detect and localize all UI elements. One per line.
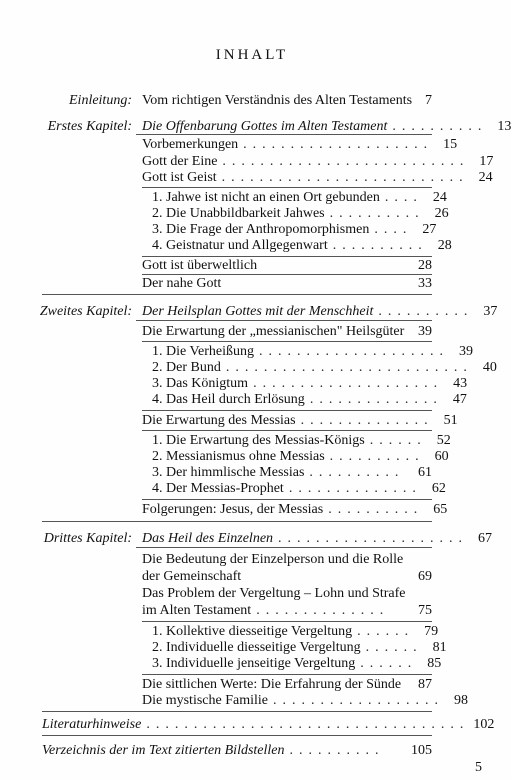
entry-page: 17 bbox=[479, 154, 494, 169]
entry-title: 1. Die Erwartung des Messias-Königs bbox=[152, 433, 365, 448]
toc-entry-bedeutung-line1[interactable] bbox=[142, 551, 432, 569]
entry-page: 105 bbox=[411, 743, 432, 758]
leader-dots: .......... bbox=[392, 119, 488, 134]
entry-page: 102 bbox=[473, 717, 495, 732]
entry-title: 1. Die Verheißung bbox=[152, 344, 254, 359]
divider bbox=[142, 674, 432, 675]
leader-dots: .......... bbox=[332, 238, 428, 253]
entry-page: 33 bbox=[418, 276, 432, 291]
entry-page: 27 bbox=[422, 222, 437, 237]
entry-page: 7 bbox=[425, 93, 433, 108]
entry-page: 85 bbox=[427, 656, 442, 671]
entry-page: 81 bbox=[432, 640, 447, 655]
leader-dots: .......... bbox=[329, 206, 425, 221]
leader-dots: .......................... bbox=[222, 154, 470, 169]
entry-page: 24 bbox=[432, 190, 447, 205]
divider bbox=[42, 735, 432, 736]
divider bbox=[142, 187, 432, 188]
entry-title: Gott ist Geist bbox=[142, 170, 217, 185]
toc-entry-einleitung[interactable] bbox=[142, 92, 432, 110]
entry-title: Die Offenbarung Gottes im Alten Testament bbox=[142, 119, 388, 134]
toc-entry-vorbemerkungen[interactable] bbox=[142, 136, 458, 154]
leader-dots: .......... bbox=[378, 304, 474, 319]
toc-entry-gott-ist-geist[interactable] bbox=[142, 169, 493, 187]
entry-page: 13 bbox=[497, 119, 511, 134]
leader-dots: .......... bbox=[309, 465, 405, 480]
entry-page: 61 bbox=[418, 465, 432, 480]
entry-page: 65 bbox=[433, 502, 448, 517]
entry-title: Das Heil des Einzelnen bbox=[142, 531, 274, 546]
entry-title: 3. Der himmlische Messias bbox=[152, 465, 305, 480]
divider bbox=[142, 621, 432, 622]
toc-entry-chapter-3[interactable] bbox=[142, 530, 493, 548]
leader-dots: ...... bbox=[369, 433, 427, 448]
divider bbox=[136, 320, 432, 321]
entry-title: 1. Jahwe ist nicht an einen Ort gebunden bbox=[152, 190, 380, 205]
divider bbox=[142, 430, 432, 431]
leader-dots: .......... bbox=[329, 449, 425, 464]
entry-page: 67 bbox=[478, 531, 493, 546]
chapter-2-label: Zweites Kapitel: bbox=[39, 304, 132, 319]
entry-page: 75 bbox=[418, 603, 432, 618]
toc-entry-messias-prophet[interactable] bbox=[152, 480, 446, 498]
leader-dots: .............. bbox=[300, 413, 434, 428]
leader-dots: .............. bbox=[309, 392, 443, 407]
toc-entry-geistnatur[interactable] bbox=[152, 237, 452, 255]
page-title: INHALT bbox=[215, 47, 289, 63]
leader-dots: .......................... bbox=[221, 170, 469, 185]
divider bbox=[42, 294, 432, 295]
entry-page: 39 bbox=[459, 344, 473, 359]
leader-dots: .... bbox=[374, 222, 413, 237]
leader-dots: .......... bbox=[328, 502, 424, 517]
toc-entry-ueberweltlich[interactable] bbox=[142, 257, 432, 275]
entry-title: Gott der Eine bbox=[142, 154, 218, 169]
entry-title: 4. Das Heil durch Erlösung bbox=[152, 392, 305, 407]
entry-title: 4. Geistnatur und Allgegenwart bbox=[152, 238, 328, 253]
entry-title: Die Bedeutung der Einzelperson und die Rolle bbox=[142, 552, 404, 567]
entry-title: 3. Die Frage der Anthropomorphismen bbox=[152, 222, 370, 237]
leader-dots: ...... bbox=[360, 656, 418, 671]
entry-page: 28 bbox=[418, 258, 432, 273]
entry-title: Literaturhinweise bbox=[42, 717, 142, 732]
entry-title: Die Erwartung des Messias bbox=[142, 413, 296, 428]
entry-page: 87 bbox=[418, 677, 432, 692]
einleitung-label: Einleitung: bbox=[69, 93, 132, 108]
leader-dots: .................... bbox=[259, 344, 449, 359]
entry-page: 24 bbox=[478, 170, 493, 185]
toc-entry-individuelle-jenseitige[interactable] bbox=[152, 655, 442, 673]
leader-dots: .............. bbox=[256, 603, 390, 618]
entry-title: 3. Das Königtum bbox=[152, 376, 249, 391]
entry-title: Der nahe Gott bbox=[142, 276, 222, 291]
divider bbox=[42, 711, 432, 712]
entry-page: 69 bbox=[418, 569, 432, 584]
divider bbox=[42, 521, 432, 522]
entry-title: Das Problem der Vergeltung – Lohn und Strafe bbox=[142, 586, 406, 601]
leader-dots: .............. bbox=[288, 481, 422, 496]
entry-page: 60 bbox=[434, 449, 449, 464]
entry-title: Der Heilsplan Gottes mit der Menschheit bbox=[142, 304, 374, 319]
toc-entry-mystische-familie[interactable] bbox=[142, 692, 468, 710]
entry-page: 15 bbox=[443, 137, 458, 152]
divider bbox=[142, 341, 432, 342]
toc-entry-erwartung-messias[interactable] bbox=[142, 412, 458, 430]
leader-dots: .................... bbox=[243, 137, 434, 152]
entry-page: 26 bbox=[434, 206, 449, 221]
leader-dots: .................. bbox=[272, 693, 444, 708]
toc-entry-vergeltung-line2[interactable] bbox=[142, 602, 432, 620]
entry-page: 62 bbox=[431, 481, 446, 496]
leader-dots: ...... bbox=[357, 624, 415, 639]
entry-page: 43 bbox=[453, 376, 468, 391]
entry-title: 2. Der Bund bbox=[152, 360, 221, 375]
entry-title: 1. Kollektive diesseitige Vergeltung bbox=[152, 624, 353, 639]
entry-title: Gott ist überweltlich bbox=[142, 258, 258, 273]
divider bbox=[136, 134, 432, 135]
leader-dots: .... bbox=[384, 190, 423, 205]
toc-entry-chapter-2[interactable] bbox=[142, 303, 498, 321]
leader-dots: .......................... bbox=[225, 360, 473, 375]
divider bbox=[142, 410, 432, 411]
leader-dots: ...... bbox=[365, 640, 423, 655]
entry-title: im Alten Testament bbox=[142, 603, 252, 618]
entry-title: Verzeichnis der im Text zitierten Bildstellen bbox=[42, 743, 285, 758]
entry-title: Die mystische Familie bbox=[142, 693, 268, 708]
divider bbox=[142, 499, 432, 500]
entry-title: Folgerungen: Jesus, der Messias bbox=[142, 502, 324, 517]
entry-page: 79 bbox=[424, 624, 439, 639]
chapter-3-label: Drittes Kapitel: bbox=[43, 531, 132, 546]
entry-title: der Gemeinschaft bbox=[142, 569, 242, 584]
entry-title: Die Erwartung der „messianischen" Heilsgüter bbox=[142, 324, 405, 339]
entry-page: 39 bbox=[418, 324, 432, 339]
entry-page: 52 bbox=[436, 433, 451, 448]
toc-entry-folgerungen[interactable] bbox=[142, 501, 448, 519]
entry-title: Die sittlichen Werte: Die Erfahrung der Sünde bbox=[142, 677, 402, 692]
toc-entry-nahe-gott[interactable] bbox=[142, 275, 432, 293]
entry-title: 2. Individuelle diesseitige Vergeltung bbox=[152, 640, 361, 655]
leader-dots: .................... bbox=[253, 376, 444, 391]
toc-entry-vergeltung-line1[interactable] bbox=[142, 585, 432, 603]
entry-title: Vom richtigen Verständnis des Alten Testaments bbox=[142, 93, 413, 108]
entry-title: 4. Der Messias-Prophet bbox=[152, 481, 284, 496]
entry-title: 3. Individuelle jenseitige Vergeltung bbox=[152, 656, 356, 671]
page-number: 5 bbox=[475, 760, 482, 775]
entry-title: 2. Messianismus ohne Messias bbox=[152, 449, 325, 464]
divider bbox=[136, 547, 432, 548]
entry-title: Vorbemerkungen bbox=[142, 137, 239, 152]
toc-entry-literaturhinweise[interactable] bbox=[42, 716, 495, 734]
entry-title: 2. Die Unabbildbarkeit Jahwes bbox=[152, 206, 325, 221]
toc-entry-heil-erloesung[interactable] bbox=[152, 391, 467, 409]
entry-page: 98 bbox=[453, 693, 468, 708]
chapter-1-label: Erstes Kapitel: bbox=[47, 119, 132, 134]
leader-dots: .................... bbox=[278, 531, 469, 546]
entry-page: 51 bbox=[443, 413, 458, 428]
entry-page: 37 bbox=[483, 304, 498, 319]
toc-entry-erwartung-heilsgueter[interactable] bbox=[142, 323, 432, 341]
toc-entry-bedeutung-line2[interactable] bbox=[142, 568, 432, 586]
leader-dots: .......... bbox=[289, 743, 385, 758]
entry-page: 47 bbox=[452, 392, 467, 407]
toc-entry-verzeichnis[interactable] bbox=[42, 742, 432, 760]
entry-page: 40 bbox=[482, 360, 497, 375]
entry-page: 28 bbox=[437, 238, 452, 253]
leader-dots: .................................. bbox=[146, 717, 470, 732]
